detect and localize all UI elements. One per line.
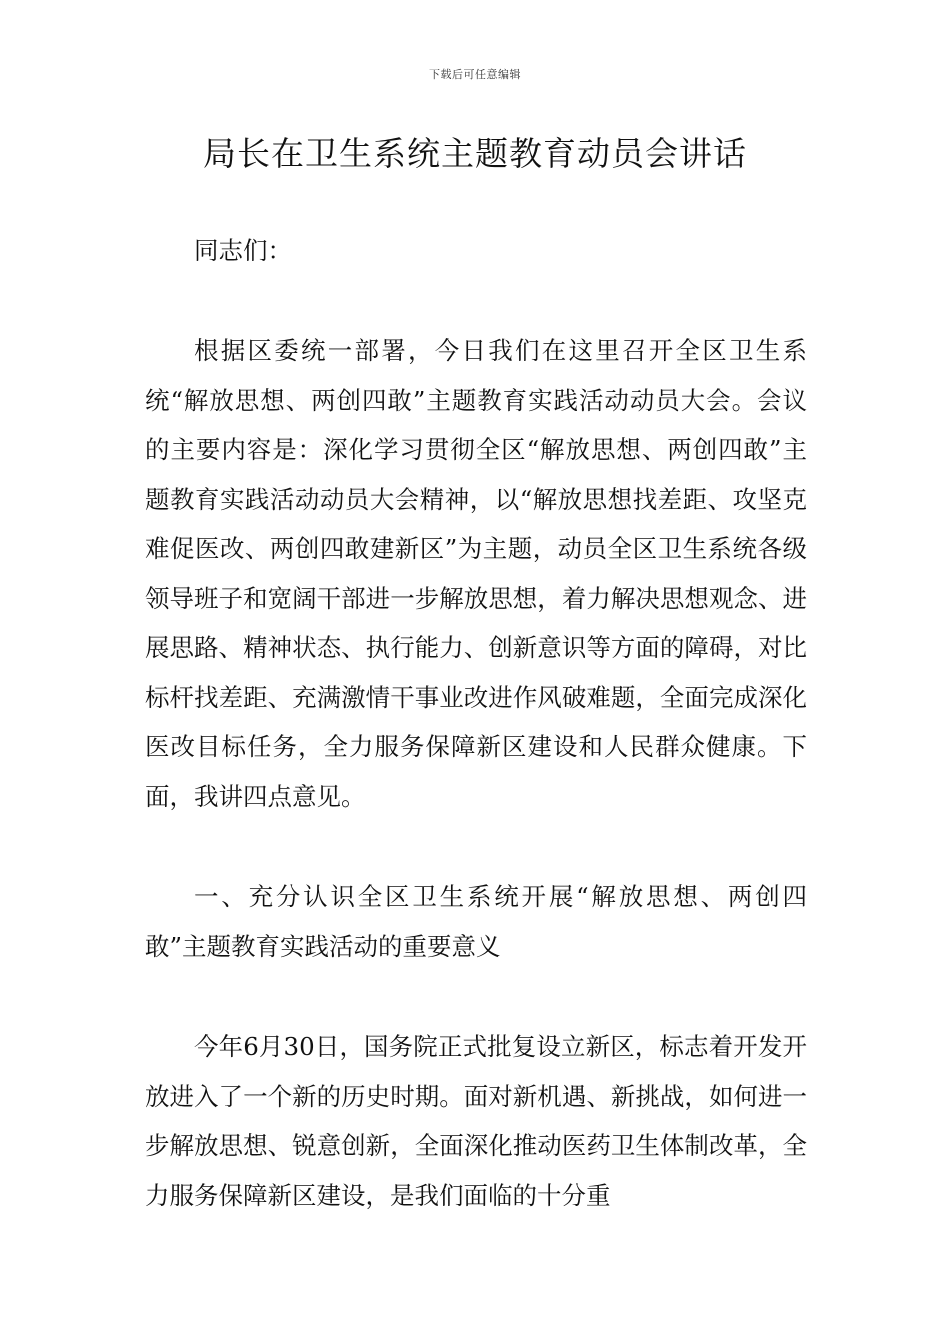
document-title: 局长在卫生系统主题教育动员会讲话 [203, 134, 747, 173]
paragraph-1: 根据区委统一部署，今日我们在这里召开全区卫生系统“解放思想、两创四敢”主题教育实践活动动员大会。会议的主要内容是：深化学习贯彻全区“解放思想、两创四敢”主题教育实践活动动员大会精神，以“解放思想找差距、攻坚克难促医改、两创四敢建新区”为主题，动员全区卫生系统各级领导班子和宽阔干部进一步解放思想，着力解决思想观念、进展思路、精神状态、执行能力、创新意识等方面的障碍，对比标杆找差距、充满激情干事业改进作风破难题，全面完成深化医改目标任务，全力服务保障新区建设和人民群众健康。下面，我讲四点意见。 [145, 336, 807, 811]
paragraph-2: 今年6月30日，国务院正式批复设立新区，标志着开发开放进入了一个新的历史时期。面对新机遇、新挑战，如何进一步解放思想、锐意创新，全面深化推动医药卫生体制改革，全力服务保障新区建设，是我们面临的十分重 [145, 1032, 807, 1210]
section-heading-1: 一、充分认识全区卫生系统开展“解放思想、两创四敢”主题教育实践活动的重要意义 [145, 882, 807, 961]
salutation: 同志们： [194, 236, 292, 265]
header-note: 下载后可任意编辑 [429, 68, 521, 81]
